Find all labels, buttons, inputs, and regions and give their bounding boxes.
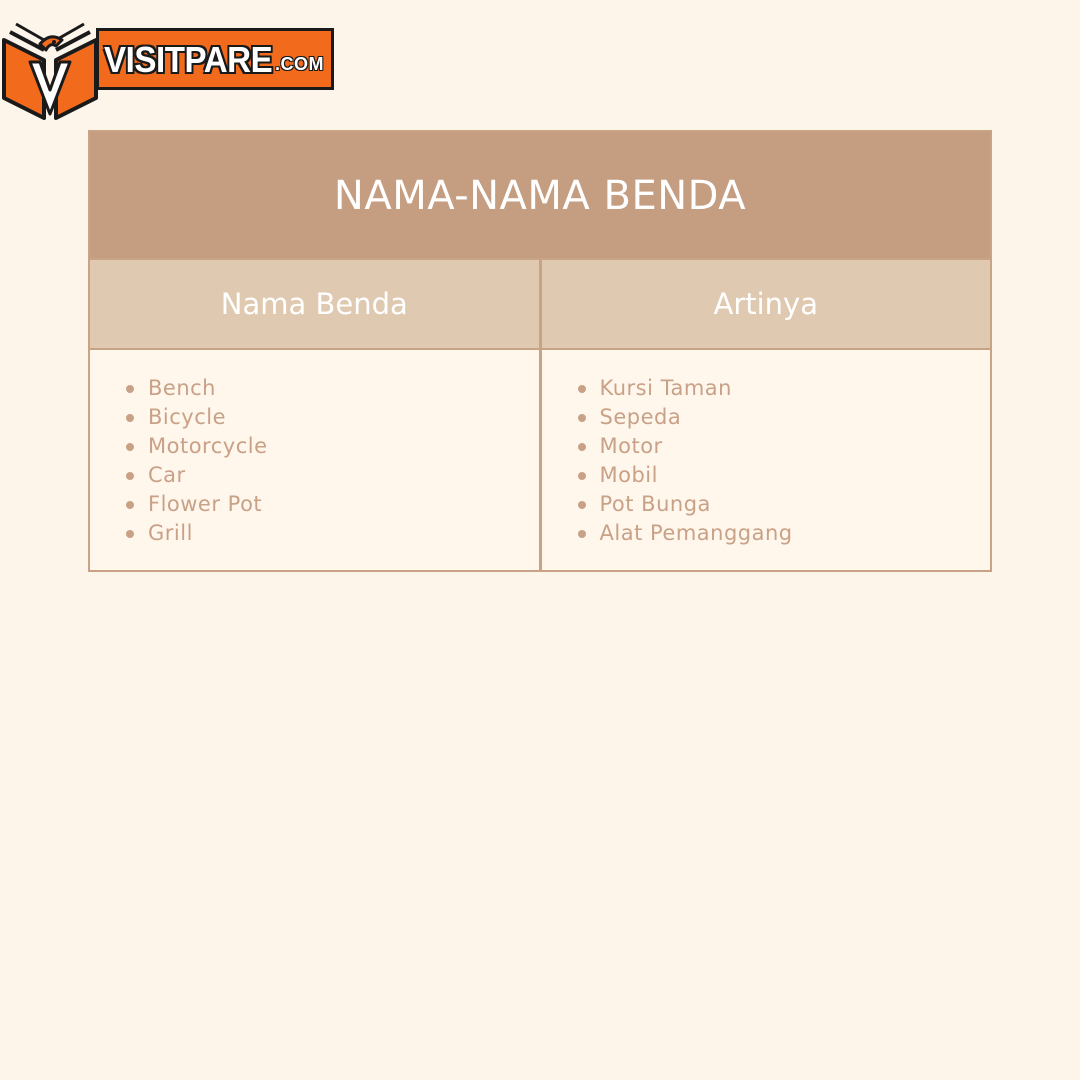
table-header-row: [90, 258, 990, 350]
nama-benda-cell: [90, 350, 539, 570]
list-item: Mobil: [578, 461, 991, 490]
artinya-list: [578, 374, 991, 548]
table-title-row: [90, 132, 990, 258]
table-body-row: [90, 350, 990, 570]
list-item: Grill: [126, 519, 539, 548]
list-item: Car: [126, 461, 539, 490]
table-title: NAMA-NAMA BENDA: [333, 173, 747, 219]
logo-domain-suffix: .COM: [275, 54, 324, 74]
list-item: Flower Pot: [126, 490, 539, 519]
list-item: Bicycle: [126, 403, 539, 432]
artinya-cell: [539, 350, 991, 570]
header-artinya: Artinya: [539, 260, 991, 348]
logo-brand-text: VISITPARE: [104, 39, 273, 80]
list-item: Kursi Taman: [578, 374, 991, 403]
open-book-eagle-icon: [0, 10, 100, 122]
list-item: Alat Pemanggang: [578, 519, 991, 548]
list-item: Bench: [126, 374, 539, 403]
list-item: Pot Bunga: [578, 490, 991, 519]
visitpare-logo: [0, 10, 340, 122]
list-item: Motor: [578, 432, 991, 461]
list-item: Motorcycle: [126, 432, 539, 461]
vocabulary-table: [88, 130, 992, 572]
header-nama-benda: Nama Benda: [220, 287, 408, 321]
list-item: Sepeda: [578, 403, 991, 432]
nama-benda-list: [126, 374, 539, 548]
